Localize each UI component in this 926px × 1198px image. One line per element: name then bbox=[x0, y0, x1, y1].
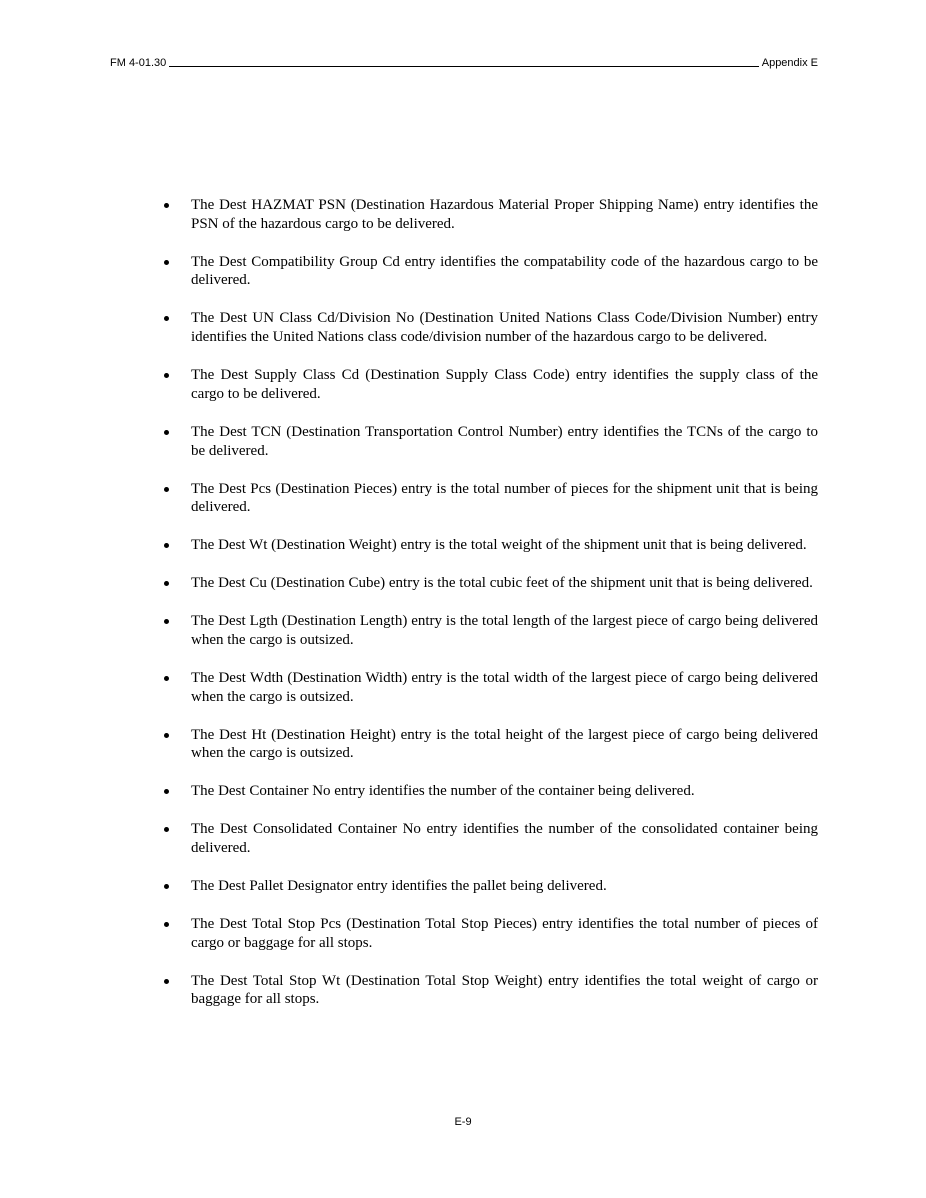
header-rule bbox=[169, 65, 758, 67]
list-item-text: The Dest Total Stop Pcs (Destination Total Stop Pieces) entry identifies the total number of pieces of cargo or baggage for all stops. bbox=[191, 916, 818, 951]
list-item bbox=[160, 782, 818, 801]
list-item bbox=[160, 196, 818, 233]
list-item bbox=[160, 726, 818, 763]
list-item-text: The Dest Consolidated Container No entry identifies the number of the consolidated container being delivered. bbox=[191, 821, 818, 857]
bullet-icon bbox=[164, 922, 169, 927]
bullet-icon bbox=[164, 203, 169, 208]
list-item-text: The Dest Total Stop Wt (Destination Total Stop Weight) entry identifies the total weight of cargo or baggage for all stops. bbox=[191, 972, 818, 1008]
list-item bbox=[160, 536, 818, 555]
bullet-icon bbox=[164, 316, 169, 321]
list-item bbox=[160, 366, 818, 403]
list-item-text: The Dest Supply Class Cd (Destination Supply Class Code) entry identifies the supply class of the cargo to be delivered. bbox=[191, 367, 818, 402]
list-item bbox=[160, 972, 818, 1009]
list-item bbox=[160, 574, 818, 593]
list-item-text: The Dest UN Class Cd/Division No (Destination United Nations Class Code/Division Number) entry identifies the United Nations class code/division number of the hazardous cargo to be delivered. bbox=[191, 310, 818, 346]
list-item-text: The Dest Lgth (Destination Length) entry is the total length of the largest piece of cargo being delivered when the cargo is outsized. bbox=[191, 613, 818, 648]
bullet-icon bbox=[164, 543, 169, 548]
list-item-text: The Dest Wt (Destination Weight) entry is the total weight of the shipment unit that is being delivered. bbox=[191, 537, 807, 554]
bullet-icon bbox=[164, 581, 169, 586]
list-item-text: The Dest TCN (Destination Transportation Control Number) entry identifies the TCNs of the cargo to be delivered. bbox=[191, 423, 818, 459]
bullet-icon bbox=[164, 789, 169, 794]
page-number: E-9 bbox=[454, 1116, 472, 1128]
list-item-text: The Dest Container No entry identifies the number of the container being delivered. bbox=[191, 783, 695, 800]
list-item bbox=[160, 423, 818, 460]
bullet-icon bbox=[164, 827, 169, 832]
list-item-text: The Dest Ht (Destination Height) entry is the total height of the largest piece of cargo being delivered when the cargo is outsized. bbox=[191, 726, 818, 762]
bullet-icon bbox=[164, 430, 169, 435]
page-header bbox=[110, 53, 818, 69]
list-item bbox=[160, 915, 818, 952]
list-item-text: The Dest Pcs (Destination Pieces) entry is the total number of pieces for the shipment unit that is being delivered. bbox=[191, 480, 818, 516]
header-manual-id: FM 4-01.30 bbox=[110, 57, 167, 69]
bullet-icon bbox=[164, 676, 169, 681]
list-item-text: The Dest Cu (Destination Cube) entry is the total cubic feet of the shipment unit that is being delivered. bbox=[191, 575, 813, 592]
list-item-text: The Dest Pallet Designator entry identifies the pallet being delivered. bbox=[191, 878, 607, 895]
bullet-icon bbox=[164, 979, 169, 984]
list-item-text: The Dest HAZMAT PSN (Destination Hazardous Material Proper Shipping Name) entry identifies the PSN of the hazardous cargo to be delivered. bbox=[191, 197, 818, 232]
bullet-icon bbox=[164, 260, 169, 265]
list-item bbox=[160, 820, 818, 857]
list-item-text: The Dest Compatibility Group Cd entry identifies the compatability code of the hazardous cargo to be delivered. bbox=[191, 253, 818, 289]
list-item bbox=[160, 612, 818, 649]
list-item bbox=[160, 669, 818, 706]
list-item bbox=[160, 309, 818, 346]
header-appendix: Appendix E bbox=[761, 57, 818, 69]
bullet-icon bbox=[164, 884, 169, 889]
list-item bbox=[160, 877, 818, 896]
bullet-icon bbox=[164, 733, 169, 738]
list-item-text: The Dest Wdth (Destination Width) entry is the total width of the largest piece of cargo being delivered when the cargo is outsized. bbox=[191, 669, 818, 705]
list-item bbox=[160, 480, 818, 517]
bullet-icon bbox=[164, 373, 169, 378]
bullet-icon bbox=[164, 619, 169, 624]
bullet-icon bbox=[164, 487, 169, 492]
bullet-list bbox=[160, 196, 818, 1009]
list-item bbox=[160, 253, 818, 290]
